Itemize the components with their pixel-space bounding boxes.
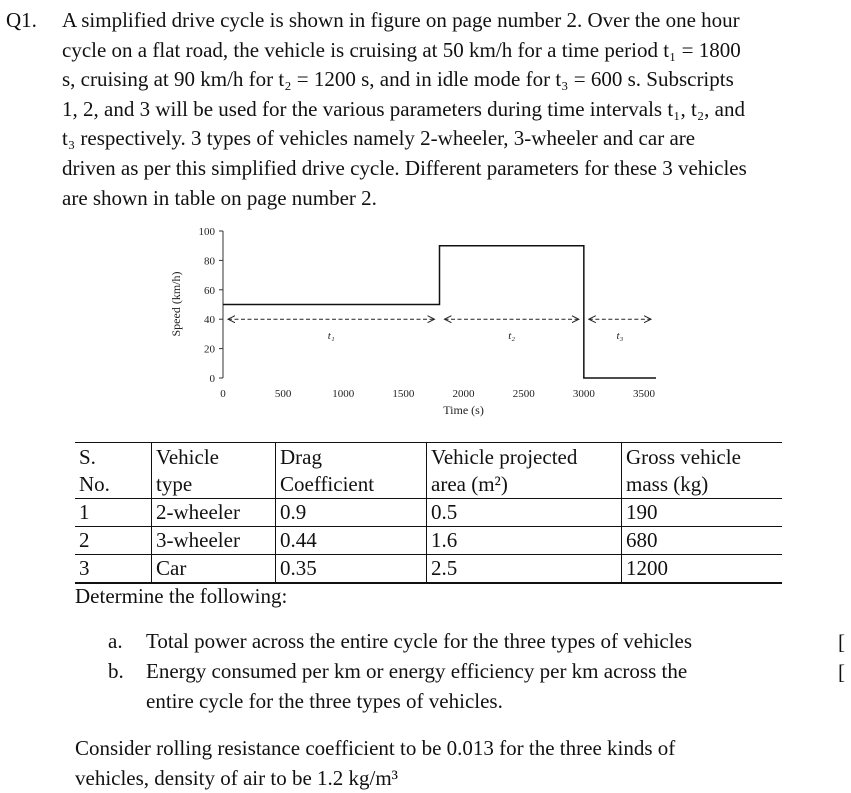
- assumption-line: vehicles, density of air to be 1.2 kg/m³: [75, 766, 398, 790]
- assumption-line: Consider rolling resistance coefficient to be 0.013 for the three kinds of: [75, 736, 676, 760]
- cell-gross-mass: 680: [622, 527, 783, 555]
- header-vehicle-type: Vehicle type: [152, 443, 276, 499]
- y-tick-label: 20: [204, 343, 215, 356]
- cell-drag-coefficient: 0.44: [276, 527, 427, 555]
- interval-label: t₃: [616, 330, 624, 343]
- table-header-row: [75, 443, 782, 499]
- cell-gross-mass: 1200: [622, 555, 783, 584]
- header-projected-area: Vehicle projected area (m²): [427, 443, 622, 499]
- x-tick-label: 2500: [512, 388, 535, 400]
- question-number: Q1.: [6, 8, 37, 32]
- paragraph-line: 1, 2, and 3 will be used for the various parameters during time intervals t₁, t₂, and: [62, 96, 745, 121]
- margin-bracket: [: [838, 630, 845, 654]
- question-paragraph: [62, 6, 842, 213]
- cell-vehicle-type: 2-wheeler: [152, 499, 276, 527]
- y-tick-label: 0: [209, 373, 215, 385]
- task-item: [108, 656, 780, 716]
- margin-bracket: [: [838, 660, 845, 684]
- cell-projected-area: 0.5: [427, 499, 622, 527]
- header-gross-mass: Gross vehicle mass (kg): [622, 443, 783, 499]
- x-tick-label: 3500: [632, 388, 655, 400]
- header-serial-number: S. No.: [75, 443, 152, 499]
- task-item: [108, 626, 780, 656]
- table-row: [75, 527, 782, 555]
- table-row: [75, 499, 782, 527]
- task-text: Total power across the entire cycle for the three types of vehicles: [146, 629, 693, 653]
- task-marker: a.: [108, 629, 123, 653]
- x-tick-label: 0: [220, 388, 226, 400]
- x-tick-label: 3000: [572, 388, 595, 400]
- table-row: [75, 555, 782, 584]
- vehicle-parameter-table: [75, 442, 782, 584]
- paragraph-line: driven as per this simplified drive cycle. Different parameters for these 3 vehicles: [62, 155, 747, 180]
- y-axis-title: Speed (km/h): [169, 271, 183, 337]
- x-tick-label: 2000: [452, 388, 475, 400]
- task-marker: b.: [108, 659, 124, 683]
- cell-projected-area: 1.6: [427, 527, 622, 555]
- cell-drag-coefficient: 0.9: [276, 499, 427, 527]
- paragraph-line: are shown in table on page number 2.: [62, 185, 377, 210]
- paragraph-line: s, cruising at 90 km/h for t₂ = 1200 s, and in idle mode for t₃ = 600 s. Subscripts: [62, 67, 734, 92]
- cell-serial: 3: [75, 555, 152, 584]
- x-tick-label: 1000: [332, 388, 355, 400]
- cell-serial: 2: [75, 527, 152, 555]
- task-text: entire cycle for the three types of vehicles.: [146, 689, 503, 713]
- determine-label: Determine the following:: [75, 584, 288, 608]
- interval-label: t₁: [327, 330, 335, 343]
- paragraph-line: cycle on a flat road, the vehicle is cruising at 50 km/h for a time period t₁ = 1800: [62, 37, 741, 62]
- y-tick-label: 40: [204, 314, 215, 327]
- task-text: Energy consumed per km or energy efficiency per km across the: [146, 659, 688, 683]
- y-tick-label: 100: [198, 226, 215, 238]
- cell-serial: 1: [75, 499, 152, 527]
- y-tick-label: 60: [204, 284, 215, 297]
- cell-gross-mass: 190: [622, 499, 783, 527]
- x-tick-label: 1500: [392, 388, 415, 400]
- cell-vehicle-type: Car: [152, 555, 276, 584]
- assumptions-note: [75, 733, 835, 793]
- speed-series-line: [223, 246, 656, 378]
- x-tick-label: 500: [274, 388, 292, 400]
- y-tick-label: 80: [204, 255, 215, 268]
- paragraph-line: t₃ respectively. 3 types of vehicles namely 2-wheeler, 3-wheeler and car are: [62, 126, 696, 151]
- interval-label: t₂: [508, 330, 516, 343]
- header-drag-coefficient: Drag Coefficient: [276, 443, 427, 499]
- cell-vehicle-type: 3-wheeler: [152, 527, 276, 555]
- cell-projected-area: 2.5: [427, 555, 622, 584]
- task-list: [108, 626, 780, 716]
- x-axis-title: Time (s): [443, 403, 484, 417]
- drive-cycle-chart: [150, 222, 690, 422]
- paragraph-line: A simplified drive cycle is shown in figure on page number 2. Over the one hour: [62, 8, 740, 32]
- cell-drag-coefficient: 0.35: [276, 555, 427, 584]
